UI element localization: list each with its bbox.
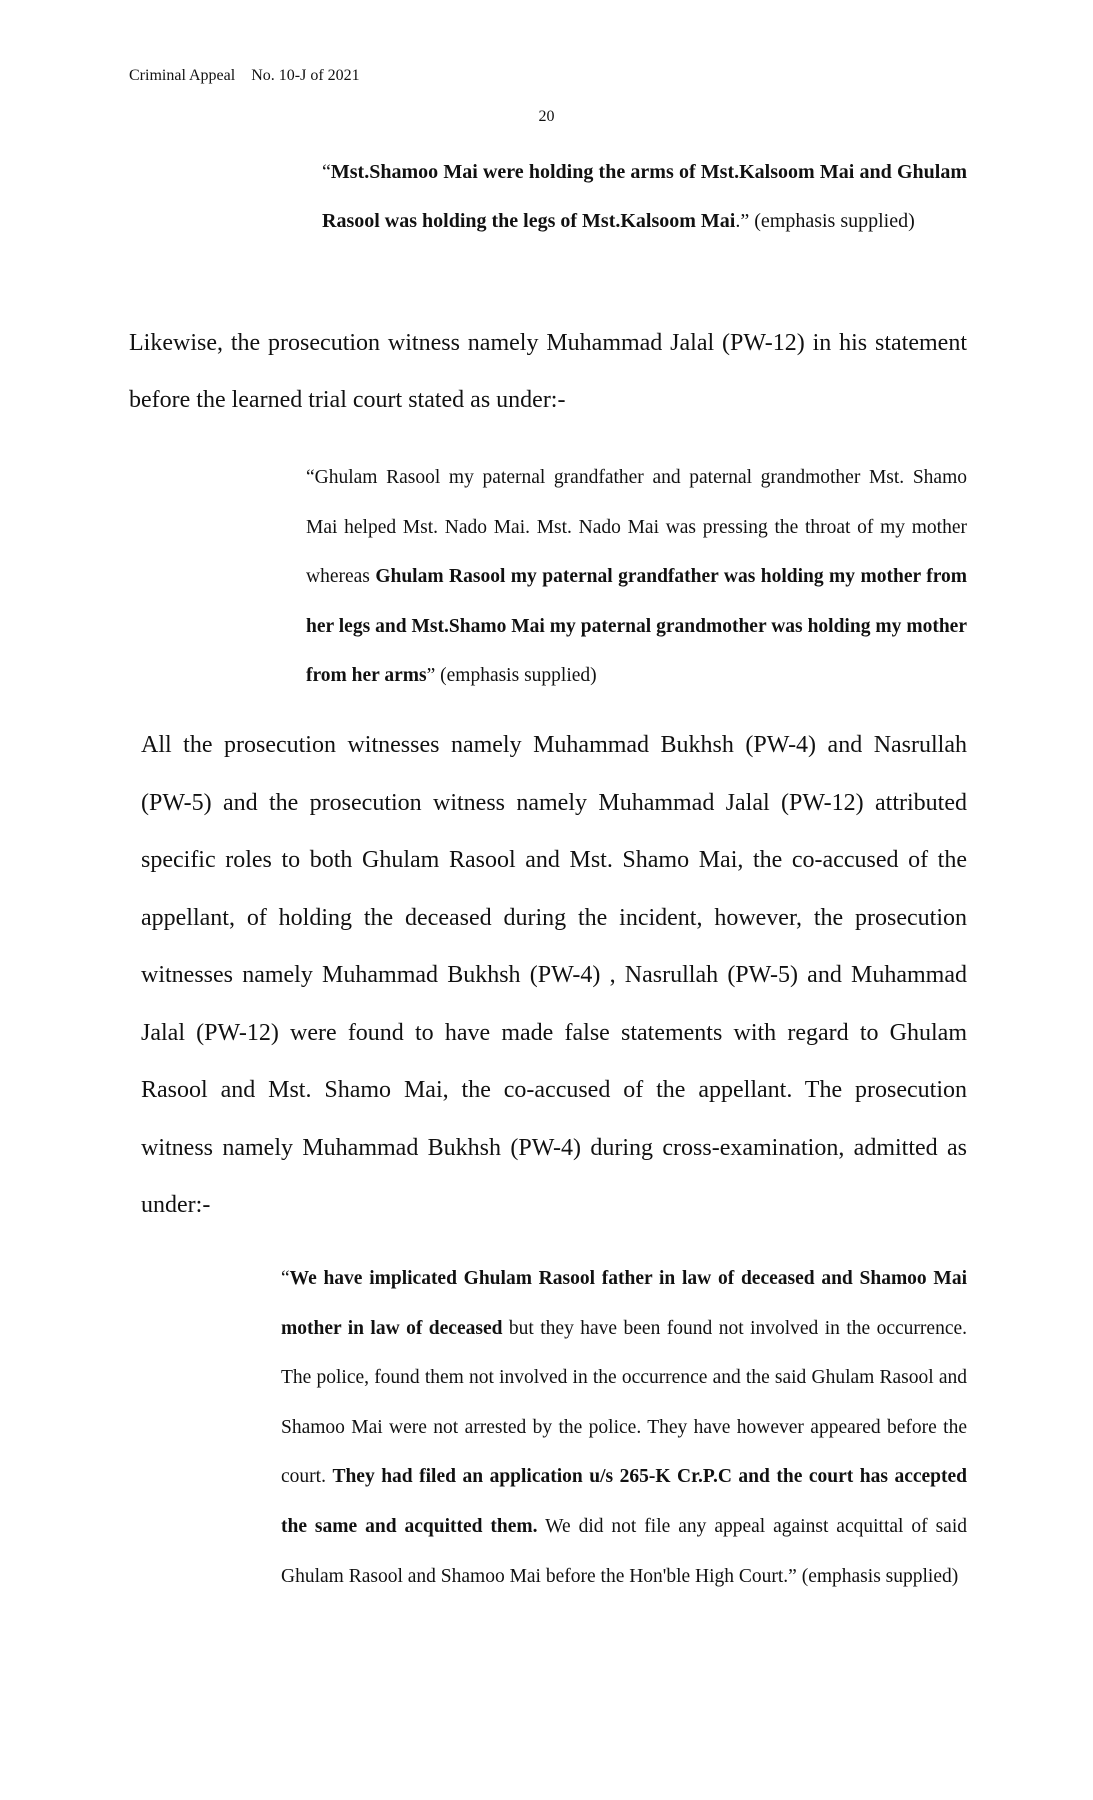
quote-text: but they have been found not involved in the occurrence. The police, found them not involved in the occurrence and the said Ghulam Rasool and Shamoo Mai were not arrested by the police. They have however appeared before the court. [281,1317,968,1488]
emphasized-text: We have implicated Ghulam Rasool father in law of deceased and Shamoo Mai mother in law of deceased [281,1268,967,1339]
emphasized-text-2: They had filed an application u/s 265-K Cr.P.C and the court has accepted the same and acquitted them. [281,1466,967,1537]
page-header [129,66,360,86]
quote-text: .” (emphasis supplied) [735,210,915,232]
block-quote-pw-statement [322,148,967,246]
case-title: Criminal Appeal [129,67,236,84]
body-paragraph-analysis: All the prosecution witnesses namely Muhammad Bukhsh (PW-4) and Nasrullah (PW-5) and the prosecution witness namely Muhammad Jalal (PW-12) attributed specific roles to both Ghulam Rasool and Mst. Shamo Mai, the co-accused of the appellant, of holding the deceased during the incident, however, the prosecution witnesses namely Muhammad Bukhsh (PW-4) , Nasrullah (PW-5) and Muhammad Jalal (PW-12) were found to have made false statements with regard to Ghulam Rasool and Mst. Shamo Mai, the co-accused of the appellant. The prosecution witness namely Muhammad Bukhsh (PW-4) during cross-examination, admitted as under:- [141,732,967,1218]
emphasized-text: Ghulam Rasool my paternal grandfather was holding my mother from her legs and Mst.Shamo Mai my paternal grandmother was holding my mother from her arms [306,566,968,686]
quote-open-mark: “ [281,1268,290,1289]
page-number: 20 [538,108,555,125]
emphasized-text: Mst.Shamoo Mai were holding the arms of Mst.Kalsoom Mai and Ghulam Rasool was holding the legs of Mst.Kalsoom Mai [322,161,967,232]
quote-text-end: ” (emphasis supplied) [426,665,597,686]
quote-text: “Ghulam Rasool my paternal grandfather and paternal grandmother Mst. Shamo Mai helped Mst. Nado Mai. Mst. Nado Mai was pressing the throat of my mother whereas [306,467,967,587]
block-quote-cross-examination [281,1254,967,1601]
body-paragraph-likewise: Likewise, the prosecution witness namely Muhammad Jalal (PW-12) in his statement before the learned trial court stated as under:- [129,330,967,413]
quote-text-end: We did not file any appeal against acquittal of said Ghulam Rasool and Shamoo Mai before the Hon'ble High Court.” (emphasis supplied) [281,1515,967,1587]
case-number: No. 10-J of 2021 [251,67,360,84]
quote-open-mark: “ [322,161,331,183]
block-quote-pw12-statement [306,453,967,701]
